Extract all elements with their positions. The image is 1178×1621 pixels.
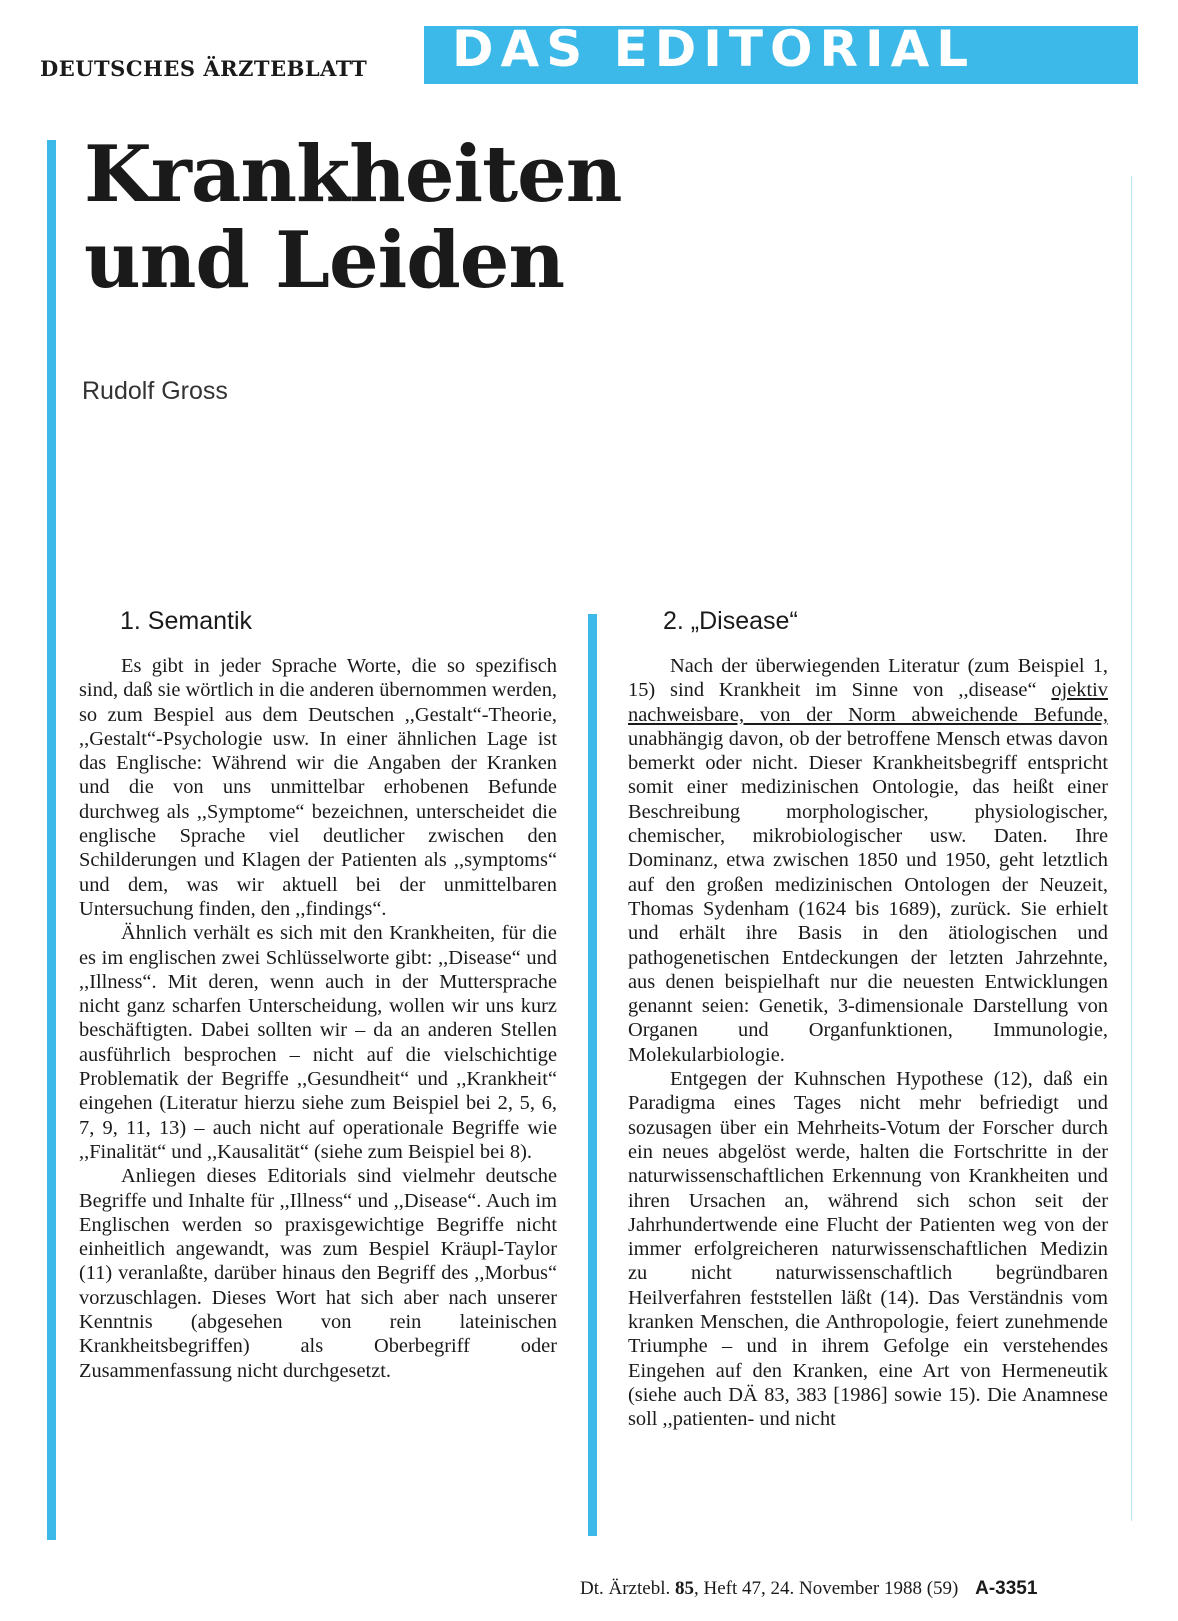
page-footer: [580, 1578, 1140, 1600]
underlined-phrase: ojektiv nachweisbare, von der Norm abweichende Befunde,: [628, 679, 1108, 726]
article-column-right: [628, 606, 1108, 1432]
right-rule: [1131, 176, 1132, 1521]
paragraph: Ähnlich verhält es sich mit den Krankheiten, für die es im englischen zwei Schlüsselworte gibt: ,,Disease“ und ,,Illness“. Mit deren, wenn auch in der Muttersprache nicht ganz scharfen Unterscheidung, wollen wir uns kurz beschäftigten. Dabei sollten wir – da an anderen Stellen ausführlich besprochen – nicht auf die vielschichtige Problematik der Begriffe ,,Gesundheit“ und ,,Krankheit“ eingehen (Literatur hierzu siehe zum Beispiel bei 2, 5, 6, 7, 9, 11, 13) – auch nicht auf operationale Begriffe wie ,,Finalität“ und ,,Kausalität“ (siehe zum Beispiel bei 8).: [79, 922, 557, 1163]
paragraph-text: Nach der überwiegenden Literatur (zum Beispiel 1, 15) sind Krankheit im Sinne von ,,disease“: [628, 655, 1108, 702]
column-accent-bar: [588, 614, 597, 1536]
headline: [84, 129, 622, 306]
paragraph: Anliegen dieses Editorials sind vielmehr deutsche Begriffe und Inhalte für ,,Illness“ und ,,Disease“. Auch im Englischen werden so praxisgewichtige Begriffe nicht einheitlich angewandt, was zum Bespiel Kräupl-Taylor (11) veranlaßte, darüber hinaus den Begriff des ,,Morbus“ vorzuschlagen. Dieses Wort hat sich aber nach unserer Kenntnis (abgesehen von rein lateinischen Krankheitsbegriffen) als Oberbegriff oder Zusammenfassung nicht durchgesetzt.: [79, 1165, 557, 1382]
section-heading-disease: 2. „Disease“: [663, 607, 798, 635]
paragraph: [628, 654, 1108, 1067]
article-column-left: [79, 606, 557, 1383]
section-banner: DAS EDITORIAL: [424, 26, 1138, 84]
headline-line-2: und Leiden: [84, 215, 565, 306]
issue-date: , Heft 47, 24. November 1988 (59): [693, 1578, 959, 1599]
masthead: DEUTSCHES ÄRZTEBLATT: [40, 56, 368, 81]
left-accent-bar: [47, 140, 56, 1540]
section-heading-semantik: 1. Semantik: [120, 607, 253, 635]
journal-name: Dt. Ärztebl.: [580, 1578, 671, 1599]
paragraph: Entgegen der Kuhnschen Hypothese (12), daß ein Paradigma eines Tages nicht mehr befriedigt und sozusagen über ein Mehrheits-Votum der Forscher durch ein neues abgelöst werde, halten die Fortschritte in der naturwissenschaftlichen Erkennung von Krankheiten und ihren Ursachen an, während sich schon seit der Jahrhundertwende eine Flucht der Patienten weg von der immer erfolgreicheren naturwissenschaftlichen Medizin zu nicht naturwissenschaftlich begründbaren Heilverfahren feststellen läßt (14). Das Verständnis vom kranken Menschen, die Anthropologie, feiert zunehmende Triumphe – und in ihrem Gefolge ein verstehendes Eingehen auf den Kranken, eine Art von Hermeneutik (siehe auch DÄ 83, 383 [1986] sowie 15). Die Anamnese soll ,,patienten- und nicht: [628, 1068, 1108, 1431]
paragraph-text: unabhängig davon, ob der betroffene Mensch etwas davon bemerkt oder nicht. Dieser Krankheitsbegriff entspricht somit einer medizinischen Ontologie, das heißt einer Beschreibung morphologischer, physiologischer, chemischer, mikrobiologischer usw. Daten. Ihre Dominanz, etwa zwischen 1850 und 1950, geht letztlich auf den großen medizinischen Ontologen der Neuzeit, Thomas Sydenham (1624 bis 1689), zurück. Sie erhielt und erhält ihre Basis in den ätiologischen und pathogenetischen Entdeckungen der letzten Jahrzehnte, aus denen beispielhaft nur die neuesten Entwicklungen genannt seien: Genetik, 3-dimensionale Darstellung von Organen und Organfunktionen, Immunologie, Molekularbiologie.: [628, 727, 1108, 1066]
volume-number: 85: [674, 1578, 694, 1599]
headline-line-1: Krankheiten: [84, 129, 622, 220]
paragraph: Es gibt in jeder Sprache Worte, die so spezifisch sind, daß sie wörtlich in die anderen übernommen werden, so zum Bespiel aus dem Deutschen ,,Gestalt“-Theorie, ,,Gestalt“-Psychologie usw. In einer ähnlichen Lage ist das Englische: Während wir die Angaben der Kranken und die von uns unmittelbar erhobenen Befunde durchweg als ,,Symptome“ bezeichnen, unterscheidet die englische Sprache viel deutlicher zwischen den Schilderungen und Klagen der Patienten als ,,symptoms“ und dem, was wir aktuell bei der unmittelbaren Untersuchung finden, den ,,findings“.: [79, 655, 557, 920]
author-name: Rudolf Gross: [82, 377, 228, 405]
page-number: A-3351: [975, 1578, 1038, 1599]
